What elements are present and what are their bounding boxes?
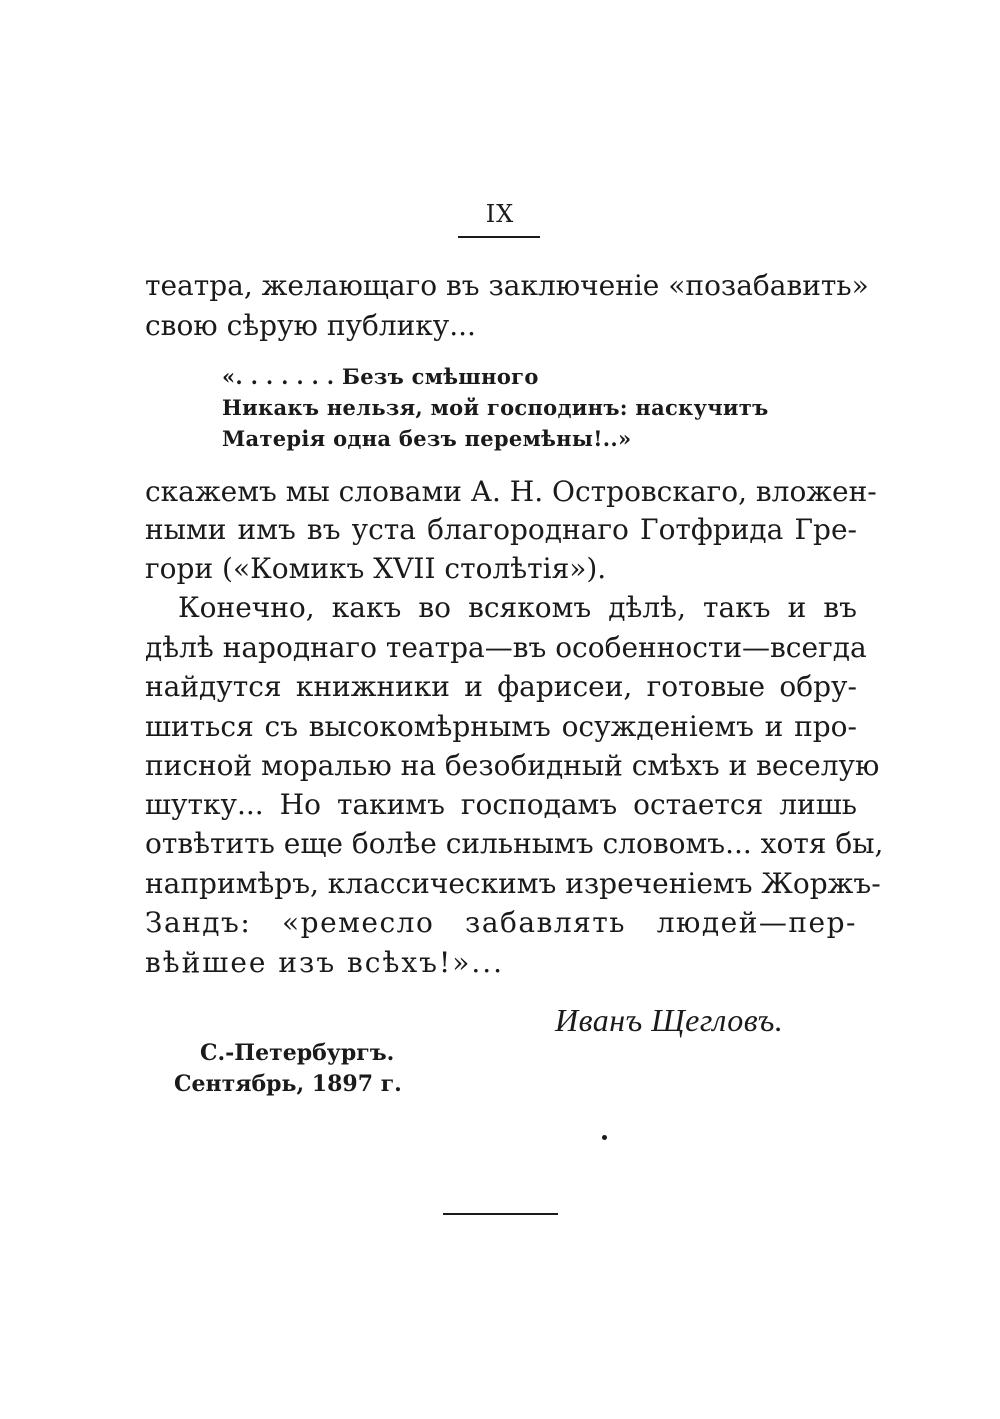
- text-line: шиться съ высокомѣрнымъ осужденіемъ и про-: [145, 710, 857, 743]
- verse-line: Никакъ нельзя, мой господинъ: наскучитъ: [222, 395, 769, 420]
- text-line: дѣлѣ народнаго театра—въ особенности—всегда: [145, 631, 867, 664]
- place-line: С.-Петербургъ.: [200, 1040, 395, 1066]
- page-number: IX: [485, 200, 515, 228]
- text-line: гори («Комикъ XVII столѣтія»).: [145, 552, 607, 585]
- text-line: найдутся книжники и фарисеи, готовые обру-: [145, 670, 857, 703]
- text-line: шутку... Но такимъ господамъ остается лишь: [145, 788, 857, 821]
- text-line: Зандъ: «ремесло забавлять людей—пер-: [145, 906, 857, 939]
- text-line: театра, желающаго въ заключеніе «позабавить»: [145, 269, 869, 302]
- verse-line: «. . . . . . . Безъ смѣшного: [222, 364, 539, 389]
- text-line: напримѣръ, классическимъ изреченіемъ Жоржъ-: [145, 867, 881, 900]
- date-line: Сентябрь, 1897 г.: [174, 1071, 402, 1097]
- text-line: ными имъ въ уста благороднаго Готфрида Гре-: [145, 513, 857, 546]
- text-line: отвѣтить еще болѣе сильнымъ словомъ... хотя бы,: [145, 827, 884, 860]
- header-rule: [458, 236, 540, 238]
- text-line: писной моралью на безобидный смѣхъ и веселую: [145, 749, 880, 782]
- author-signature: Иванъ Щегловъ.: [555, 1002, 784, 1038]
- text-line: скажемъ мы словами А. Н. Островскаго, вложен-: [145, 475, 877, 508]
- text-line: свою сѣрую публику...: [145, 309, 476, 342]
- text-line: Конечно, какъ во всякомъ дѣлѣ, такъ и въ: [178, 591, 857, 624]
- text-line: вѣйшее изъ всѣхъ!»...: [145, 946, 505, 979]
- verse-line: Матерія одна безъ перемѣны!..»: [222, 426, 632, 451]
- footer-rule: [443, 1213, 558, 1215]
- stray-dot: [602, 1135, 607, 1140]
